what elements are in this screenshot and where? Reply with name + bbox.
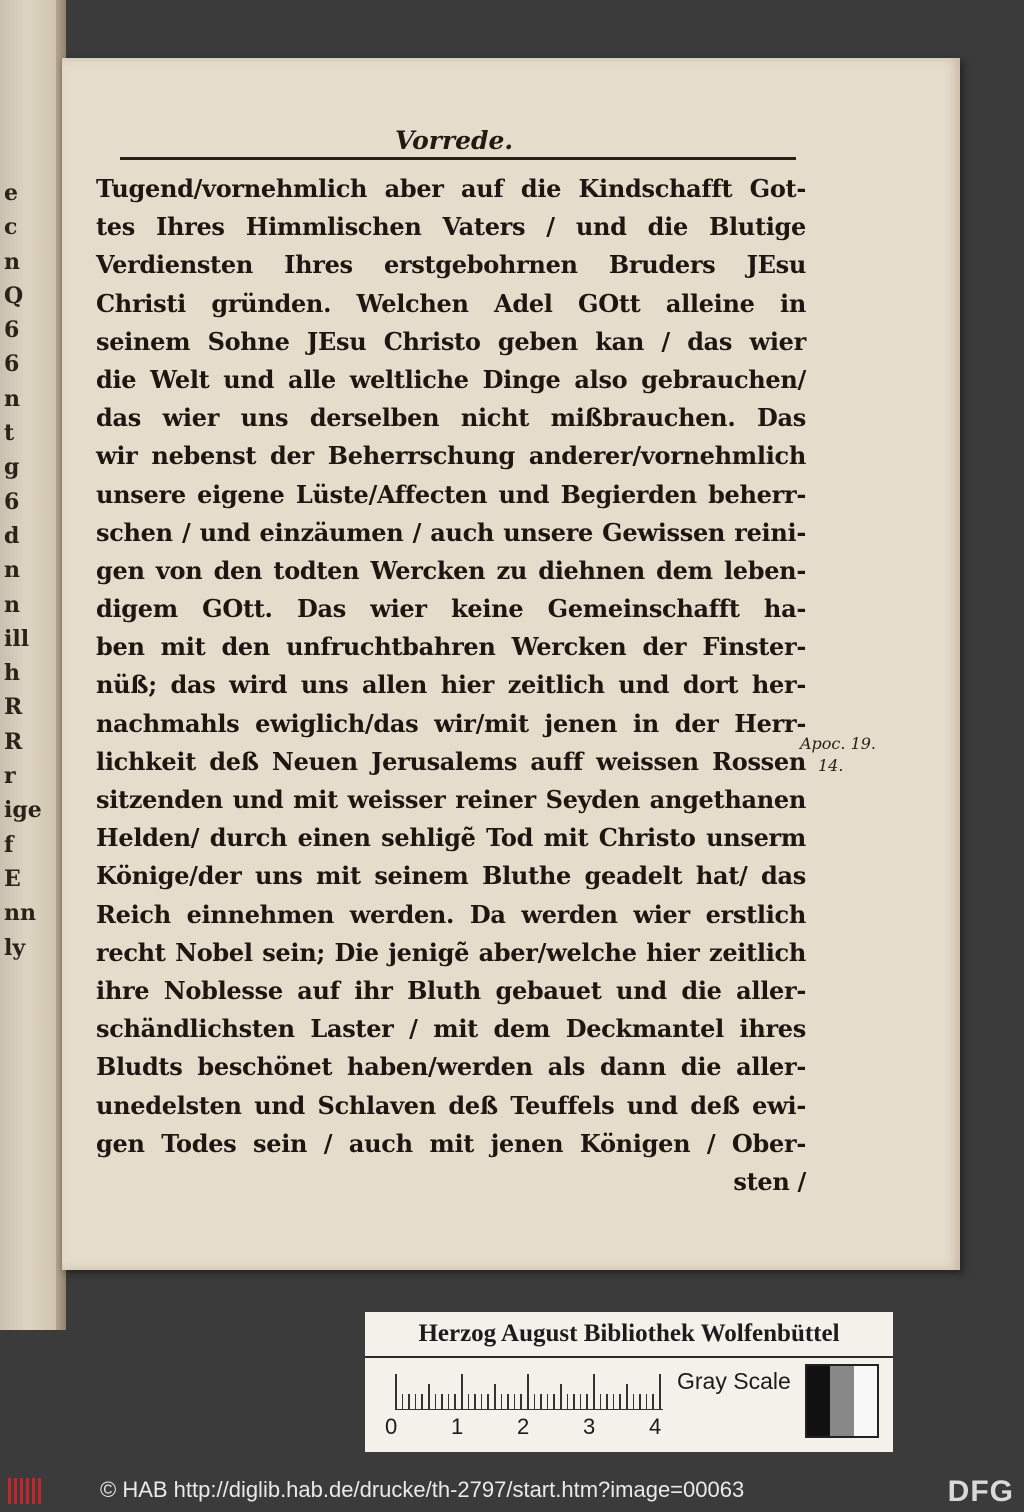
ruler-tick <box>547 1394 549 1410</box>
left-page-fragment: R <box>4 728 23 755</box>
text-line: Reich einnehmen werden. Da werden wier erstlich <box>96 899 806 929</box>
left-page-fragment: n <box>4 385 20 412</box>
header-rule <box>120 157 796 160</box>
ruler-tick <box>540 1394 542 1410</box>
text-line: ihre Noblesse auf ihr Bluth gebauet und die aller- <box>96 975 806 1005</box>
left-page-fragment: g <box>4 454 20 481</box>
ruler-tick <box>560 1384 562 1410</box>
ruler-tick <box>395 1374 397 1410</box>
footer-bar <box>0 1470 1024 1512</box>
text-line: Könige/der uns mit seinem Bluthe geadelt hat/ das <box>96 861 806 891</box>
ruler-tick <box>421 1394 423 1410</box>
hab-barcode-icon <box>8 1478 42 1504</box>
scale-number: 3 <box>583 1414 596 1439</box>
ruler-tick <box>415 1394 417 1410</box>
text-line: recht Nobel sein; Die jenigẽ aber/welche hier zeitlich <box>96 937 806 967</box>
text-line: Verdiensten Ihres erstgebohrnen Bruders JEsu <box>96 250 806 280</box>
left-page-fragment: 6 <box>4 488 20 515</box>
ruler-tick <box>567 1394 569 1410</box>
swatch-white <box>854 1366 877 1436</box>
text-line: seinem Sohne JEsu Christo geben kan / das wier <box>96 326 806 356</box>
left-page-fragment: R <box>4 694 23 721</box>
left-page-fragment: n <box>4 557 20 584</box>
left-page-fragment: n <box>4 591 20 618</box>
ruler-tick <box>626 1384 628 1410</box>
left-page-fragment: ill <box>4 625 30 652</box>
left-page-fragment: Q <box>4 282 24 309</box>
ruler-tick <box>481 1394 483 1410</box>
left-page-fragment: r <box>4 763 16 790</box>
scale-number: 2 <box>517 1414 530 1439</box>
left-page-fragment: nn <box>4 900 36 927</box>
ruler-tick <box>659 1374 661 1410</box>
text-line: nüß; das wird uns allen hier zeitlich und dort her- <box>96 670 806 700</box>
text-line: ben mit den unfruchtbahren Wercken der Finster- <box>96 632 806 662</box>
gray-scale-swatches <box>805 1364 879 1438</box>
text-line: die Welt und alle weltliche Dinge also gebrauchen/ <box>96 364 806 394</box>
ruler-tick <box>487 1394 489 1410</box>
text-line: unedelsten und Schlaven deß Teuffels und deß ewi- <box>96 1090 806 1120</box>
institution-name: Herzog August Bibliothek Wolfenbüttel <box>365 1312 893 1358</box>
text-line: schändlichsten Laster / mit dem Deckmantel ihres <box>96 1014 806 1044</box>
dfg-logo: DFG <box>947 1475 1014 1508</box>
left-page-fragment: c <box>4 214 18 241</box>
text-line: wir nebenst der Beherrschung anderer/vornehmlich <box>96 441 806 471</box>
ruler-tick <box>606 1394 608 1410</box>
ruler-tick <box>580 1394 582 1410</box>
ruler-tick <box>586 1394 588 1410</box>
ruler-tick <box>534 1394 536 1410</box>
ruler-tick <box>507 1394 509 1410</box>
ruler-tick <box>468 1394 470 1410</box>
ruler-tick <box>435 1394 437 1410</box>
ruler-tick <box>613 1394 615 1410</box>
left-page-fragment: ige <box>4 797 42 824</box>
left-page-fragment: t <box>4 420 15 447</box>
text-line: tes Ihres Himmlischen Vaters / und die Blutige <box>96 212 806 242</box>
text-line: Tugend/vornehmlich aber auf die Kindschafft Got- <box>96 174 806 203</box>
ruler-tick <box>461 1374 463 1410</box>
scale-ruler <box>395 1370 663 1410</box>
left-facing-page <box>0 0 66 1330</box>
scale-number: 4 <box>649 1414 662 1439</box>
ruler-tick <box>441 1394 443 1410</box>
text-line: digem GOtt. Das wier keine Gemeinschafft ha- <box>96 594 806 624</box>
ruler-tick <box>428 1384 430 1410</box>
ruler-tick <box>593 1374 595 1410</box>
left-page-fragment: ly <box>4 934 26 961</box>
ruler-tick <box>619 1394 621 1410</box>
ruler-tick <box>520 1394 522 1410</box>
ruler-tick <box>408 1394 410 1410</box>
marginal-note <box>800 733 910 777</box>
ruler-tick <box>646 1394 648 1410</box>
ruler-tick <box>448 1394 450 1410</box>
left-page-fragment: f <box>4 831 14 858</box>
text-line: schen / und einzäumen / auch unsere Gewissen reini- <box>96 517 806 547</box>
marginal-note-line1: Apoc. 19. <box>800 734 877 753</box>
swatch-gray <box>830 1366 853 1436</box>
running-head: Vorrede. <box>395 126 514 155</box>
color-calibration-label <box>365 1312 893 1452</box>
left-page-fragment: n <box>4 248 20 275</box>
ruler-tick <box>639 1394 641 1410</box>
gray-scale-label: Gray Scale <box>677 1368 791 1394</box>
ruler-tick <box>633 1394 635 1410</box>
text-line: sitzenden und mit weisser reiner Seyden angethanen <box>96 785 806 814</box>
text-line: gen Todes sein / auch mit jenen Königen / Ober- <box>96 1128 806 1158</box>
text-line: nachmahls ewiglich/das wir/mit jenen in der Herr- <box>96 708 806 738</box>
text-line: lichkeit deß Neuen Jerusalems auff weissen Rossen <box>96 746 806 776</box>
text-line: sten / <box>733 1166 806 1196</box>
text-line: das wier uns derselben nicht mißbrauchen. Das <box>96 403 806 433</box>
ruler-tick <box>573 1394 575 1410</box>
ruler-tick <box>527 1374 529 1410</box>
ruler-tick <box>402 1394 404 1410</box>
left-page-fragment: e <box>4 180 18 206</box>
left-page-fragment: h <box>4 660 20 687</box>
left-page-fragment: 6 <box>4 317 20 344</box>
text-line: Helden/ durch einen sehligẽ Tod mit Christo unserm <box>96 823 806 853</box>
left-page-fragment: E <box>4 865 21 892</box>
left-page-fragment: 6 <box>4 351 20 378</box>
ruler-tick <box>501 1394 503 1410</box>
ruler-tick <box>652 1394 654 1410</box>
scale-number: 0 <box>385 1414 398 1439</box>
marginal-note-line2: 14. <box>818 756 844 775</box>
text-line: Christi gründen. Welchen Adel GOtt alleine in <box>96 288 806 318</box>
ruler-tick <box>553 1394 555 1410</box>
text-line: gen von den todten Wercken zu diehnen dem leben- <box>96 555 806 585</box>
ruler-tick <box>600 1394 602 1410</box>
scale-numbers <box>385 1414 685 1444</box>
swatch-black <box>807 1366 830 1436</box>
ruler-tick <box>514 1394 516 1410</box>
ruler-tick <box>474 1394 476 1410</box>
text-line: unsere eigene Lüste/Affecten und Begierden beherr- <box>96 479 806 509</box>
ruler-tick <box>454 1394 456 1410</box>
left-page-text-fragments <box>4 180 44 969</box>
left-page-fragment: d <box>4 522 20 549</box>
main-text-block <box>96 170 806 1201</box>
scale-number: 1 <box>451 1414 464 1439</box>
ruler-tick <box>494 1384 496 1410</box>
text-line: Bludts beschönet haben/werden als dann die aller- <box>96 1052 806 1082</box>
copyright-url[interactable]: © HAB http://diglib.hab.de/drucke/th-2797/start.htm?image=00063 <box>100 1477 745 1502</box>
